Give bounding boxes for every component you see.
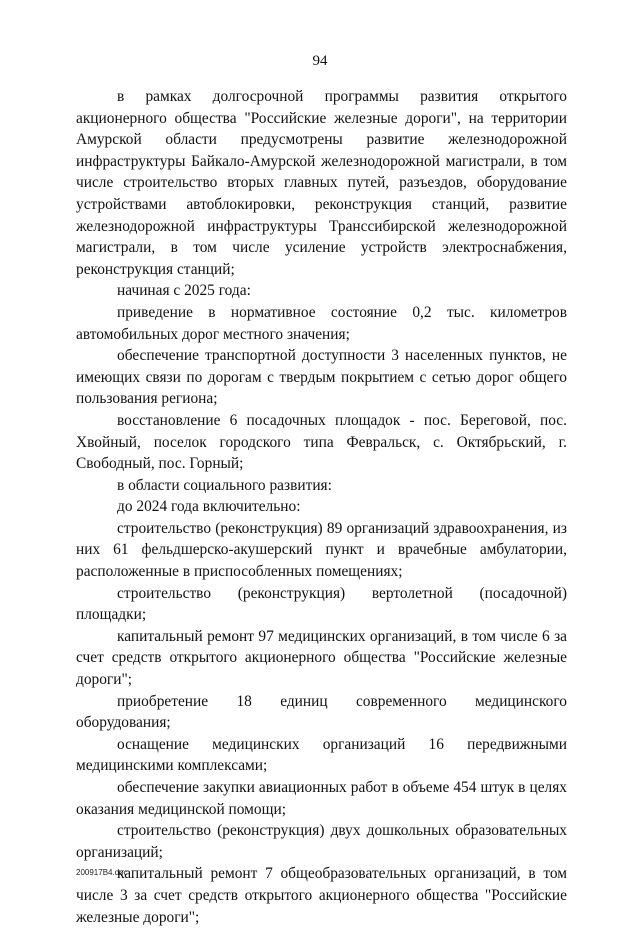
paragraph-medical-equipment: приобретение 18 единиц современного медицинского оборудования; [76, 692, 567, 732]
paragraph-helipad: строительство (реконструкция) вертолетной (посадочной) площадки; [76, 584, 567, 624]
paragraph-social-development: в области социального развития: [117, 476, 332, 494]
paragraph-mobile-complexes: оснащение медицинских организаций 16 передвижными медицинскими комплексами; [76, 735, 567, 775]
paragraph-medical-repair: капитальный ремонт 97 медицинских организаций, в том числе 6 за счет средств открытого акционерного общества "Российские железные дороги"; [76, 627, 567, 689]
paragraph-preschool-construction: строительство (реконструкция) двух дошкольных образовательных организаций; [76, 822, 567, 861]
paragraph-until-2024: до 2024 года включительно: [117, 498, 301, 516]
page-number: 94 [312, 53, 328, 69]
paragraph-transport-access: обеспечение транспортной доступности 3 населенных пунктов, не имеющих связи по дорогам с твердым покрытием с сетью дорог общего пользования региона; [76, 347, 567, 408]
paragraph-rzd-program: в рамках долгосрочной программы развития открытого акционерного общества "Российские железные дороги", на территории Амурской области предусмотрены развитие железнодорожной инфраструктуры Байкало-Амурской железнодорожной магистрали, в том числе строительство вторых главных путей, разъездов, оборудование устройствами автоблокировки, реконструкция станций, развитие железнодорожной инфраструктуры Транссибирской железнодорожной магистрали, в том числе усиление устройств электроснабжения, реконструкция станций; [76, 88, 567, 278]
paragraph-healthcare-construction: строительство (реконструкция) 89 организаций здравоохранения, из них 61 фельдшерско-акушерский пункт и врачебные амбулатории, расположенные в приспособленных помещениях; [76, 519, 567, 581]
paragraph-school-repair: капитальный ремонт 7 общеобразовательных организаций, в том числе 3 за счет средств открытого акционерного общества "Российские железные дороги"; [76, 865, 567, 926]
document-body [76, 86, 567, 928]
paragraph-roads-normative: приведение в нормативное состояние 0,2 тыс. километров автомобильных дорог местного значения; [76, 303, 567, 343]
paragraph-aviation-works: обеспечение закупки авиационных работ в объеме 454 штук в целях оказания медицинской помощи; [76, 779, 567, 818]
paragraph-from-2025: начиная с 2025 года: [117, 282, 251, 300]
document-filename: 200917В4.doc [76, 868, 128, 877]
paragraph-landing-sites: восстановление 6 посадочных площадок - пос. Береговой, пос. Хвойный, поселок городского типа Февральск, с. Октябрьский, г. Свободный, пос. Горный; [76, 411, 567, 473]
